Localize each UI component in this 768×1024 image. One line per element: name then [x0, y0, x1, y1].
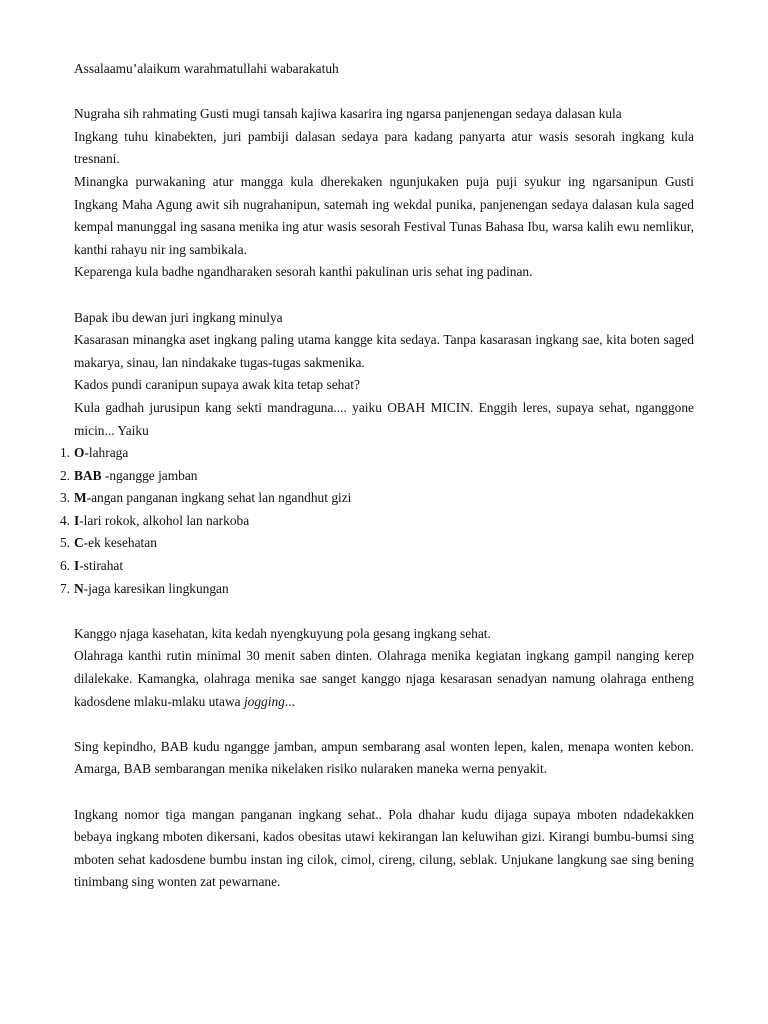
body-paragraph: [74, 645, 694, 713]
list-item-text: -lari rokok, alkohol lan narkoba: [79, 512, 250, 528]
list-item-text: -jaga karesikan lingkungan: [83, 580, 229, 596]
salutation: Bapak ibu dewan juri ingkang minulya: [74, 309, 283, 325]
body-paragraph: Sing kepindho, BAB kudu ngangge jamban, ampun sembarang asal wonten lepen, kalen, menapa wonten kebon. Amarga, BAB sembarangan menika nikelaken risiko nularaken maneka werna penyakit.: [74, 738, 694, 777]
list-number: 7.: [59, 580, 70, 596]
list-item: [59, 442, 694, 465]
paragraph-text: ...: [284, 693, 295, 709]
intro-paragraph-1: Nugraha sih rahmating Gusti mugi tansah kajiwa kasarira ing ngarsa panjenengan sedaya dalasan kula: [74, 106, 622, 122]
paragraph-text: Olahraga kanthi rutin minimal 30 menit saben dinten. Olahraga menika kegiatan ingkang gampil nanging kerep dilalekake. Kamangka, olahraga menika sae sanget kanggo njaga kesarasan senadyan namung olahraga entheng kadosdene mlaku-mlaku utawa: [74, 648, 694, 709]
list-number: 5.: [59, 535, 70, 551]
numbered-list: [59, 442, 694, 600]
list-item-text: -lahraga: [84, 445, 129, 461]
list-number: 3.: [59, 490, 70, 506]
blank-line: [74, 600, 694, 623]
body-paragraph: Kula gadhah jurusipun kang sekti mandraguna.... yaiku OBAH MICIN. Enggih leres, supaya sehat, nganggone micin... Yaiku: [74, 399, 694, 438]
blank-line: [74, 713, 694, 736]
list-number: 6.: [59, 558, 70, 574]
list-number: 4.: [59, 512, 70, 528]
list-item: [59, 555, 694, 578]
list-item: [59, 465, 694, 488]
intro-paragraph-2: Ingkang tuhu kinabekten, juri pambiji dalasan sedaya para kadang panyarta atur wasis sesorah ingkang kula tresnani.: [74, 128, 694, 167]
intro-paragraph-4: Keparenga kula badhe ngandharaken sesorah kanthi pakulinan uris sehat ing padinan.: [74, 264, 533, 280]
list-item: [59, 510, 694, 533]
greeting: Assalaamu’alaikum warahmatullahi wabarakatuh: [74, 61, 339, 76]
list-item-bold: C: [74, 535, 84, 551]
list-item-text: -angan panganan ingkang sehat lan ngandhut gizi: [86, 490, 352, 506]
list-item-text: -ek kesehatan: [83, 535, 157, 551]
list-item-bold: M: [74, 490, 87, 506]
italic-text: jogging: [243, 693, 285, 709]
list-item-bold: O: [74, 445, 85, 461]
list-item: [59, 487, 694, 510]
list-item-text: -ngangge jamban: [101, 467, 198, 483]
blank-line: [74, 781, 694, 804]
list-item-bold: I: [74, 558, 80, 574]
body-paragraph: Kasarasan minangka aset ingkang paling utama kangge kita sedaya. Tanpa kasarasan ingkang sae, kita boten saged makarya, sinau, lan nindakake tugas-tugas sakmenika.: [74, 332, 694, 370]
document-body: [59, 58, 694, 894]
list-number: 2.: [59, 467, 70, 483]
list-item-bold: BAB: [74, 467, 102, 483]
blank-line: [74, 284, 694, 307]
list-item-bold: I: [74, 512, 80, 528]
intro-paragraph-3: Minangka purwakaning atur mangga kula dherekaken ngunjukaken puja puji syukur ing ngarsanipun Gusti Ingkang Maha Agung awit sih nugrahanipun, satemah ing wekdal punika, panjenengan sedaya dalasan kula saged kempal manunggal ing sasana menika ing atur wasis sesorah Festival Tunas Bahasa Ibu, warsa kalih ewu nemlikur, kanthi rahayu nir ing sambikala.: [74, 173, 694, 257]
blank-line: [74, 81, 694, 104]
list-item: [59, 532, 694, 555]
body-paragraph: Kanggo njaga kasehatan, kita kedah nyengkuyung pola gesang ingkang sehat.: [74, 625, 491, 641]
list-item: [59, 578, 694, 601]
body-paragraph: Ingkang nomor tiga mangan panganan ingkang sehat.. Pola dhahar kudu dijaga supaya mboten ndadekakken bebaya ingkang mboten dikersani, kados obesitas utawi kekirangan lan keluwihan gizi. Kirangi bumbu-bumsi sing mboten sehat kadosdene bumbu instan ing cilok, cimol, cireng, cilung, seblak. Unjukane langkung sae sing bening tinimbang sing wonten zat pewarnane.: [74, 806, 694, 890]
body-paragraph: Kados pundi caranipun supaya awak kita tetap sehat?: [74, 377, 360, 393]
list-number: 1.: [59, 445, 70, 461]
list-item-bold: N: [74, 580, 84, 596]
list-item-text: -stirahat: [79, 558, 124, 574]
